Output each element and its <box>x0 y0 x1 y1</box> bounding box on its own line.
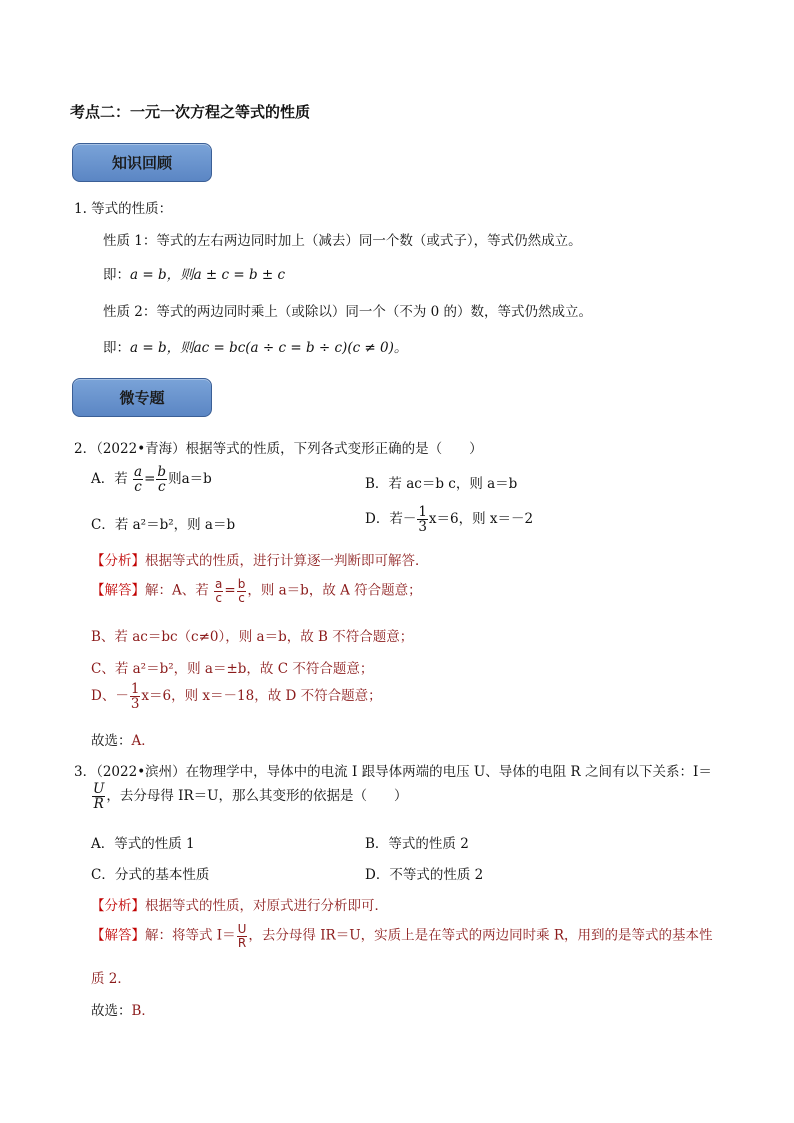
q2-answer-a: 【解答】解：A、若 $\frac{a}{c}$ = $\frac{b}{c}$ ，则 a＝b，故 A 符合题意； <box>91 577 422 605</box>
q2-option-b: B．若 ac＝b c，则 a＝b <box>365 476 518 492</box>
q3-stem-line2: $\frac{U}{R}$ ，去分母得 IR＝U，那么其变形的依据是（ ） <box>93 781 408 813</box>
q3-answer: 【解答】解：将等式 I＝ $\frac{U}{R}$ ，去分母得 IR＝U，实质上是在等式的两边同时乘 R，用到的是等式的基本性 <box>91 922 713 950</box>
q2-option-a: A．若 $\frac{a}{c}$ = $\frac{b}{c}$ 则a＝b <box>91 464 212 496</box>
q2-option-d: D．若－ $\frac{1}{3}$ x＝6，则 x＝－2 <box>365 504 534 536</box>
q3-option-b: B．等式的性质 2 <box>365 836 469 852</box>
q3-analysis: 【分析】根据等式的性质，对原式进行分析即可． <box>91 898 388 914</box>
q2-stem: 2．（2022•青海）根据等式的性质，下列各式变形正确的是（ ） <box>74 441 483 457</box>
property-2: 性质 2：等式的两边同时乘上（或除以）同一个（不为 0 的）数，等式仍然成立。 <box>103 304 593 320</box>
property-2-formula: 即：a = b，则ac = bc(a ÷ c = b ÷ c)(c ≠ 0)。 <box>103 340 408 356</box>
q2-answer-d: D、－ $\frac{1}{3}$ x＝6，则 x＝－18，故 D 不符合题意； <box>91 681 382 713</box>
q3-stem-line1: 3．（2022•滨州）在物理学中，导体中的电流 I 跟导体两端的电压 U、导体的电阻 R 之间有以下关系：I＝ <box>74 764 712 780</box>
q2-choice: 故选：A． <box>91 733 155 749</box>
q3-choice: 故选：B． <box>91 1003 155 1019</box>
property-1: 性质 1：等式的左右两边同时加上（减去）同一个数（或式子），等式仍然成立。 <box>103 233 582 249</box>
property-1-formula: 即：a = b，则a ± c = b ± c <box>103 267 286 283</box>
q3-option-c: C．分式的基本性质 <box>91 867 210 883</box>
section-title: 考点二：一元一次方程之等式的性质 <box>70 103 311 121</box>
review-heading: 1. 等式的性质： <box>74 201 173 217</box>
q2-option-c: C．若 a²＝b²，则 a＝b <box>91 517 236 533</box>
q2-answer-b: B、若 ac＝bc（c≠0），则 a＝b，故 B 不符合题意； <box>91 629 414 645</box>
q2-analysis: 【分析】根据等式的性质，进行计算逐一判断即可解答． <box>91 553 429 569</box>
topic-tag: 微专题 <box>72 378 212 417</box>
q3-option-d: D．不等式的性质 2 <box>365 867 484 883</box>
q3-option-a: A．等式的性质 1 <box>91 836 195 852</box>
review-tag: 知识回顾 <box>72 143 212 182</box>
q3-answer-cont: 质 2． <box>91 971 131 987</box>
q2-answer-c: C、若 a²＝b²，则 a＝±b，故 C 不符合题意； <box>91 661 374 677</box>
